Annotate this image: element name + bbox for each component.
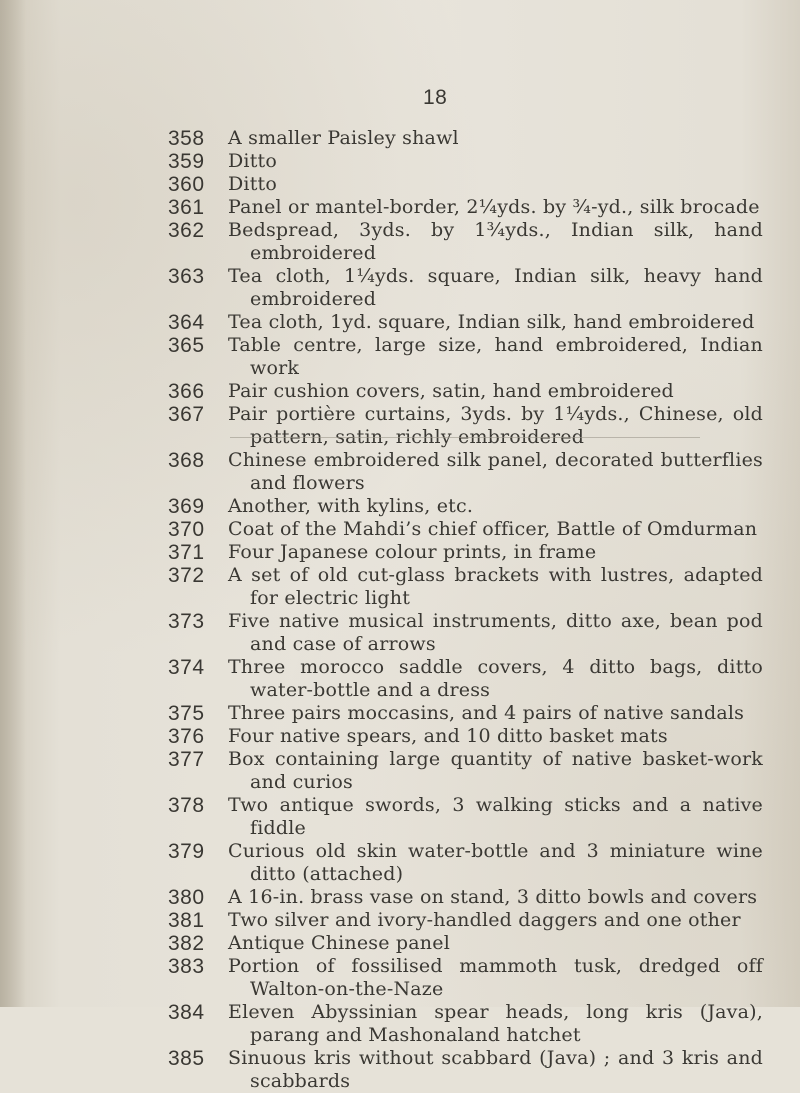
lot-description: Panel or mantel-border, 2¼yds. by ¾-yd., silk brocade [228,196,760,218]
lot-number: 372 [168,564,205,587]
lot-number: 377 [168,748,205,771]
lot-description: Three pairs moccasins, and 4 pairs of native sandals [228,702,745,724]
lot-number: 369 [168,495,205,518]
section-divider [230,437,700,438]
lot-number: 374 [168,656,205,679]
lot-number: 368 [168,449,205,472]
lot-description: Tea cloth, 1¼yds. square, Indian silk, heavy hand embroidered [228,265,763,310]
lot-number: 375 [168,702,205,725]
page-number: 18 [423,86,448,109]
lot-number: 367 [168,403,205,426]
lot-number: 381 [168,909,205,932]
lot-number: 383 [168,955,205,978]
lot-description: Eleven Abyssinian spear heads, long kris (Java), parang and Mashonaland hatchet [228,1001,763,1046]
lot-number: 378 [168,794,205,817]
lot-number: 376 [168,725,205,748]
lot-number: 371 [168,541,205,564]
lot-description: A 16-in. brass vase on stand, 3 ditto bowls and covers [228,886,758,908]
lot-description: Three morocco saddle covers, 4 ditto bags, ditto water-bottle and a dress [228,656,763,701]
lot-description: Box containing large quantity of native basket-work and curios [228,748,763,793]
lot-number: 361 [168,196,205,219]
lot-number: 370 [168,518,205,541]
lot-number: 373 [168,610,205,633]
lot-number: 360 [168,173,205,196]
lot-number: 365 [168,334,205,357]
lot-description: A set of old cut-glass brackets with lustres, adapted for electric light [228,564,763,609]
lot-description: Ditto [228,173,278,195]
lot-number: 380 [168,886,205,909]
lot-description: Ditto [228,150,278,172]
lot-number: 382 [168,932,205,955]
lot-description: Two antique swords, 3 walking sticks and a native fiddle [228,794,763,839]
lot-description: Curious old skin water-bottle and 3 miniature wine ditto (attached) [228,840,763,885]
lot-description: Pair portière curtains, 3yds. by 1¼yds., Chinese, old pattern, satin, richly embroidered [228,403,763,448]
lot-number: 379 [168,840,205,863]
lot-description: Tea cloth, 1yd. square, Indian silk, hand embroidered [228,311,755,333]
lot-number: 364 [168,311,205,334]
lot-description: Antique Chinese panel [228,932,450,954]
lot-number: 385 [168,1047,205,1070]
lot-number: 363 [168,265,205,288]
lot-description: Coat of the Mahdi’s chief officer, Battle of Omdurman [228,518,758,540]
lot-number: 384 [168,1001,205,1024]
lot-number: 359 [168,150,205,173]
lot-description: A smaller Paisley shawl [228,127,459,149]
lot-description: Pair cushion covers, satin, hand embroidered [228,380,674,402]
lot-description: Four native spears, and 10 ditto basket mats [228,725,668,747]
lot-number: 358 [168,127,205,150]
lot-description: Sinuous kris without scabbard (Java) ; and 3 kris and scabbards [228,1047,763,1092]
lot-description: Bedspread, 3yds. by 1¾yds., Indian silk, hand embroidered [228,219,763,264]
lot-description: Another, with kylins, etc. [228,495,474,517]
lot-description: Two silver and ivory-handled daggers and one other [228,909,741,931]
lot-description: Chinese embroidered silk panel, decorated butterflies and flowers [228,449,763,494]
lot-number: 366 [168,380,205,403]
lot-description: Table centre, large size, hand embroidered, Indian work [228,334,763,379]
lot-description: Portion of fossilised mammoth tusk, dredged off Walton-on-the-Naze [228,955,763,1000]
lot-number: 362 [168,219,205,242]
lot-description: Four Japanese colour prints, in frame [228,541,597,563]
lot-description: Five native musical instruments, ditto axe, bean pod and case of arrows [228,610,763,655]
